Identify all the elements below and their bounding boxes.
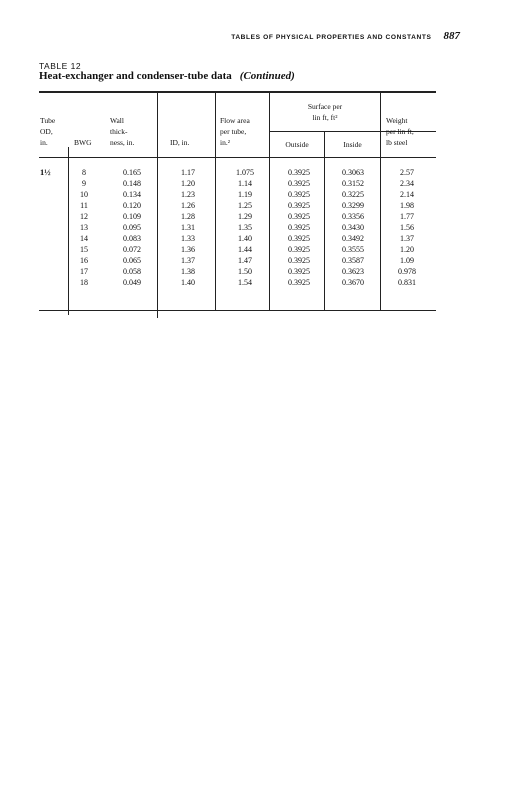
cell-id: 1.17 <box>181 168 195 177</box>
table-bottom-rule <box>39 310 436 311</box>
cell-bwg: 10 <box>80 190 88 199</box>
header-bwg-text: BWG <box>74 138 92 147</box>
cell-weight: 2.57 <box>400 168 414 177</box>
header-tube-od-line2: OD, <box>40 127 53 136</box>
cell-id: 1.33 <box>181 234 195 243</box>
cell-id: 1.31 <box>181 223 195 232</box>
header-weight-line1: Weight <box>386 116 408 125</box>
table-row <box>40 189 436 200</box>
cell-outside: 0.3925 <box>288 256 310 265</box>
table-row <box>40 244 436 255</box>
cell-outside: 0.3925 <box>288 212 310 221</box>
cell-flow-area: 1.35 <box>238 223 252 232</box>
cell-outside: 0.3925 <box>288 201 310 210</box>
cell-weight: 1.09 <box>400 256 414 265</box>
header-wall-line3: ness, in. <box>110 138 135 147</box>
table-label: TABLE 12 <box>39 61 82 71</box>
cell-inside: 0.3623 <box>342 267 364 276</box>
cell-inside: 0.3555 <box>342 245 364 254</box>
table-row <box>40 266 436 277</box>
cell-outside: 0.3925 <box>288 190 310 199</box>
table-row <box>40 211 436 222</box>
cell-outside: 0.3925 <box>288 245 310 254</box>
header-surface-line1: Surface per <box>307 102 343 111</box>
cell-id: 1.36 <box>181 245 195 254</box>
cell-outside: 0.3925 <box>288 278 310 287</box>
header-id-text: ID, in. <box>170 138 190 147</box>
header-surface <box>270 101 380 123</box>
cell-flow-area: 1.54 <box>238 278 252 287</box>
running-head <box>150 30 460 42</box>
cell-weight: 2.14 <box>400 190 414 199</box>
table-title-text: Heat-exchanger and condenser-tube data <box>39 70 232 82</box>
cell-outside: 0.3925 <box>288 168 310 177</box>
cell-weight: 1.20 <box>400 245 414 254</box>
cell-flow-area: 1.14 <box>238 179 252 188</box>
header-tube-od-line3: in. <box>40 138 48 147</box>
cell-inside: 0.3299 <box>342 201 364 210</box>
cell-inside: 0.3356 <box>342 212 364 221</box>
table-title <box>39 70 295 82</box>
header-weight-line2: per lin ft, <box>386 127 414 136</box>
table-continued-note: (Continued) <box>239 70 295 82</box>
header-wall-line1: Wall <box>110 116 124 125</box>
cell-weight: 0.978 <box>398 267 416 276</box>
cell-flow-area: 1.25 <box>238 201 252 210</box>
cell-wall: 0.058 <box>123 267 141 276</box>
cell-wall: 0.109 <box>123 212 141 221</box>
cell-bwg: 12 <box>80 212 88 221</box>
cell-wall: 0.095 <box>123 223 141 232</box>
running-head-text: TABLES OF PHYSICAL PROPERTIES AND CONSTANTS <box>231 34 432 41</box>
cell-wall: 0.072 <box>123 245 141 254</box>
table-row <box>40 200 436 211</box>
cell-inside: 0.3063 <box>342 168 364 177</box>
cell-id: 1.23 <box>181 190 195 199</box>
cell-weight: 2.34 <box>400 179 414 188</box>
cell-weight: 1.77 <box>400 212 414 221</box>
cell-bwg: 16 <box>80 256 88 265</box>
cell-bwg: 14 <box>80 234 88 243</box>
cell-wall: 0.165 <box>123 168 141 177</box>
table-top-rule <box>39 91 436 93</box>
header-inside <box>325 139 380 150</box>
cell-id: 1.20 <box>181 179 195 188</box>
cell-inside: 0.3225 <box>342 190 364 199</box>
cell-bwg: 15 <box>80 245 88 254</box>
cell-flow-area: 1.44 <box>238 245 252 254</box>
cell-id: 1.26 <box>181 201 195 210</box>
cell-bwg: 18 <box>80 278 88 287</box>
cell-outside: 0.3925 <box>288 179 310 188</box>
cell-bwg: 17 <box>80 267 88 276</box>
cell-flow-area: 1.075 <box>236 168 254 177</box>
table-row <box>40 222 436 233</box>
cell-wall: 0.065 <box>123 256 141 265</box>
cell-inside: 0.3670 <box>342 278 364 287</box>
page-number: 887 <box>443 30 460 42</box>
cell-outside: 0.3925 <box>288 234 310 243</box>
cell-flow-area: 1.40 <box>238 234 252 243</box>
cell-inside: 0.3492 <box>342 234 364 243</box>
header-weight-line3: lb steel <box>386 138 408 147</box>
header-id <box>170 137 189 148</box>
header-flow-line2: per tube, <box>220 127 247 136</box>
cell-bwg: 8 <box>82 168 86 177</box>
cell-id: 1.37 <box>181 256 195 265</box>
header-tube-od <box>40 115 55 148</box>
cell-id: 1.40 <box>181 278 195 287</box>
header-surface-line2: lin ft, ft² <box>312 113 338 122</box>
header-wall-line2: thick- <box>110 127 128 136</box>
header-bwg <box>74 137 92 148</box>
cell-bwg: 11 <box>80 201 88 210</box>
cell-flow-area: 1.50 <box>238 267 252 276</box>
cell-weight: 1.56 <box>400 223 414 232</box>
header-outside <box>270 139 324 150</box>
cell-inside: 0.3587 <box>342 256 364 265</box>
table-row <box>40 255 436 266</box>
table-row <box>40 167 436 178</box>
cell-tube-od: 1½ <box>40 167 51 177</box>
table-row <box>40 233 436 244</box>
cell-wall: 0.083 <box>123 234 141 243</box>
cell-id: 1.28 <box>181 212 195 221</box>
cell-wall: 0.049 <box>123 278 141 287</box>
header-inside-text: Inside <box>343 140 362 149</box>
cell-weight: 1.98 <box>400 201 414 210</box>
cell-weight: 0.831 <box>398 278 416 287</box>
header-wall <box>110 115 134 148</box>
cell-flow-area: 1.47 <box>238 256 252 265</box>
cell-inside: 0.3152 <box>342 179 364 188</box>
header-outside-text: Outside <box>285 140 309 149</box>
cell-inside: 0.3430 <box>342 223 364 232</box>
header-flow-line1: Flow area <box>220 116 250 125</box>
cell-outside: 0.3925 <box>288 267 310 276</box>
cell-weight: 1.37 <box>400 234 414 243</box>
table-row <box>40 277 436 288</box>
table-row <box>40 178 436 189</box>
header-flow-area <box>220 115 250 148</box>
cell-outside: 0.3925 <box>288 223 310 232</box>
cell-wall: 0.120 <box>123 201 141 210</box>
cell-bwg: 9 <box>82 179 86 188</box>
cell-bwg: 13 <box>80 223 88 232</box>
cell-wall: 0.148 <box>123 179 141 188</box>
cell-flow-area: 1.29 <box>238 212 252 221</box>
header-bottom-rule <box>39 157 436 158</box>
cell-flow-area: 1.19 <box>238 190 252 199</box>
header-tube-od-line1: Tube <box>40 116 56 125</box>
header-flow-line3: in.² <box>220 138 230 147</box>
cell-id: 1.38 <box>181 267 195 276</box>
cell-wall: 0.134 <box>123 190 141 199</box>
header-weight <box>386 115 414 148</box>
